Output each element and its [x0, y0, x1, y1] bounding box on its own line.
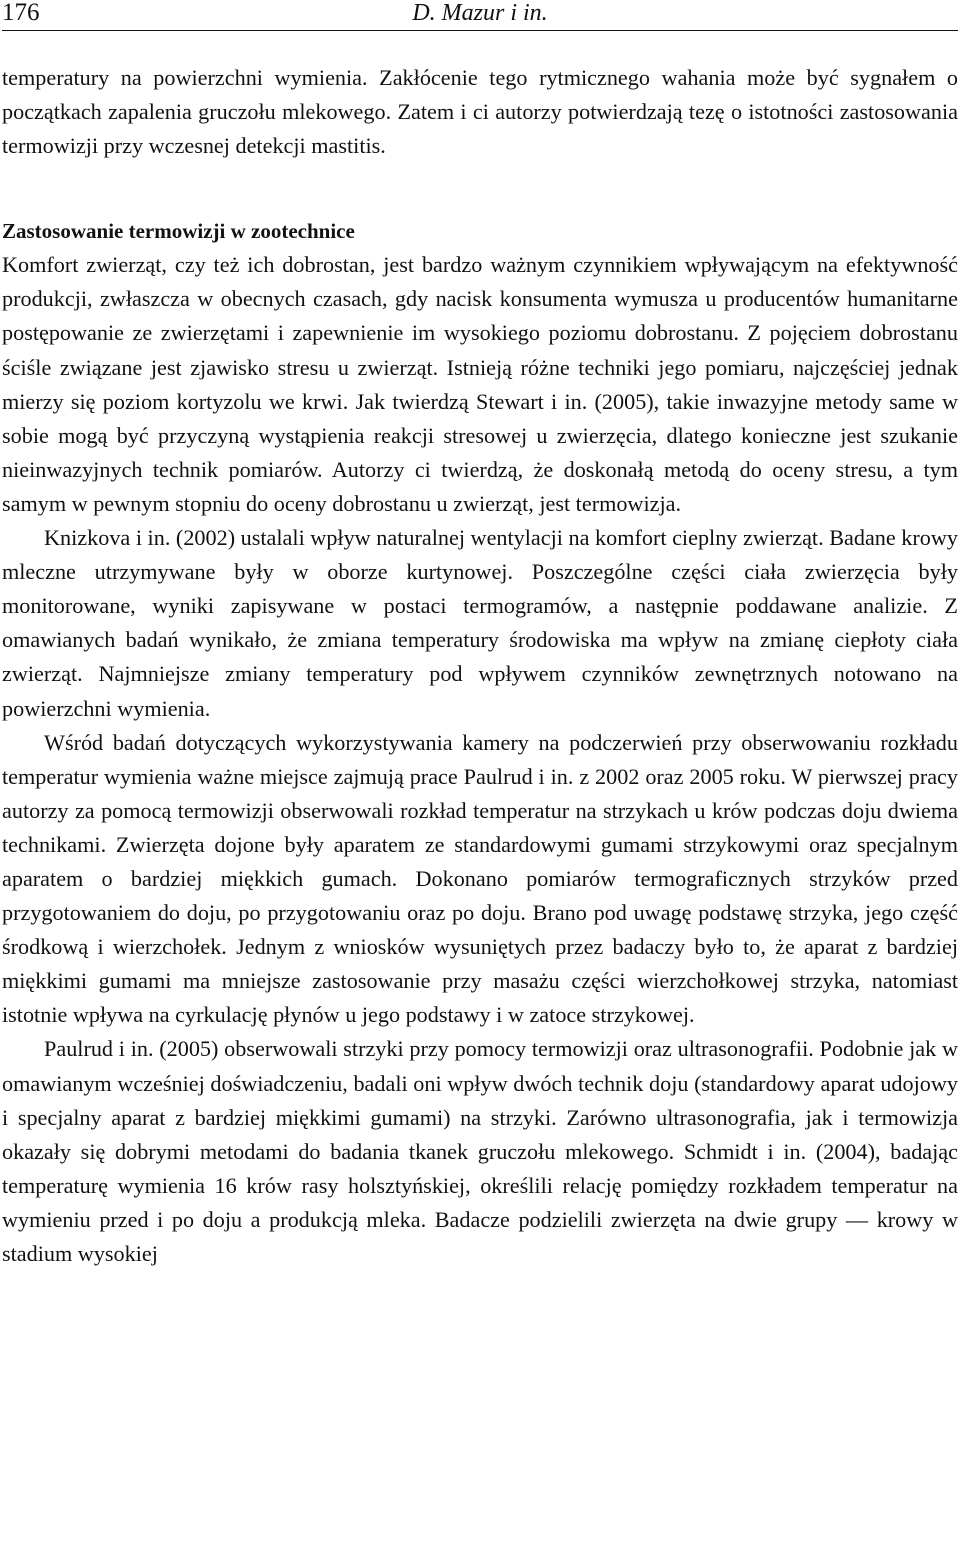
article-body — [2, 61, 958, 1271]
page-number: 176 — [2, 0, 40, 26]
section-heading: Zastosowanie termowizji w zootechnice — [2, 219, 355, 244]
paragraph-paulrud-2002: Wśród badań dotyczących wykorzystywania kamery na podczerwień przy obserwowaniu rozkładu temperatur wymienia ważne miejsce zajmują prace Paulrud i in. z 2002 oraz 2005 roku. W pierwszej pracy autorzy za pomocą termowizji obserwowali rozkład temperatur na strzykach u krów podczas doju dwiema technikami. Zwierzęta dojone były aparatem ze standardowymi gumami strzykowymi oraz specjalnym aparatem o bardziej miękkich gumach. Dokonano pomiarów termograficznych strzyków przed przygotowaniem do doju, po przygotowaniu oraz po doju. Brano pod uwagę podstawę strzyka, jego część środkową i wierzchołek. Jednym z wniosków wysuniętych przez badaczy było to, że aparat z bardziej miękkimi gumami ma mniejsze zastosowanie przy masażu części wierzchołkowej strzyka, natomiast istotnie wpływa na cyrkulację płynów u jego podstawy i w zatoce strzykowej. — [2, 729, 958, 1028]
paragraph-continued: temperatury na powierzchni wymienia. Zakłócenie tego rytmicznego wahania może być sygnałem o początkach zapalenia gruczołu mlekowego. Zatem i ci autorzy potwierdzają tezę o istotności zastosowania termowizji przy wczesnej detekcji mastitis. — [2, 65, 958, 159]
document-page — [2, 0, 958, 1271]
running-title: D. Mazur i in. — [412, 0, 548, 26]
paragraph-paulrud-2005: Paulrud i in. (2005) obserwowali strzyki przy pomocy termowizji oraz ultrasonografii. Podobnie jak w omawianym wcześniej doświadczeniu, badali oni wpływ dwóch technik doju (standardowy aparat udojowy i specjalny aparat z bardziej miękkimi gumami) na strzyki. Zarówno ultrasonografia, jak i termowizja okazały się dobrymi metodami do badania tkanek gruczołu mlekowego. Schmidt i in. (2004), badając temperaturę wymienia 16 krów rasy holsztyńskiej, określili relację pomiędzy rozkładem temperatur na wymieniu przed i po doju a produkcją mleka. Badacze podzielili zwierzęta na dwie grupy — krowy w stadium wysokiej — [2, 1036, 958, 1266]
paragraph-animal-welfare: Komfort zwierząt, czy też ich dobrostan, jest bardzo ważnym czynnikiem wpływającym na efektywność produkcji, zwłaszcza w obecnych czasach, gdy nacisk konsumenta wymusza u producentów humanitarne postępowanie ze zwierzętami i zapewnienie im wysokiego poziomu dobrostanu. Z pojęciem dobrostanu ściśle związane jest zjawisko stresu u zwierząt. Istnieją różne techniki jego pomiaru, najczęściej jednak mierzy się poziom kortyzolu we krwi. Jak twierdzą Stewart i in. (2005), takie inwazyjne metody same w sobie mogą być przyczyną wystąpienia reakcji stresowej u zwierzęcia, dlatego konieczne jest szukanie nieinwazyjnych technik pomiarów. Autorzy ci twierdzą, że doskonałą metodą do oceny stresu, a tym samym w pewnym stopniu do oceny dobrostanu u zwierząt, jest termowizja. — [2, 252, 958, 516]
paragraph-knizkova: Knizkova i in. (2002) ustalali wpływ naturalnej wentylacji na komfort cieplny zwierząt. Badane krowy mleczne utrzymywane były w oborze kurtynowej. Poszczególne części ciała zwierzęcia były monitorowane, wyniki zapisywane w postaci termogramów, a następnie poddawane analizie. Z omawianych badań wynikało, że zmiana temperatury środowiska ma wpływ na zmianę ciepłoty ciała zwierząt. Najmniejsze zmiany temperatury pod wpływem czynników zewnętrznych notowano na powierzchni wymienia. — [2, 525, 958, 721]
running-header — [2, 0, 958, 31]
